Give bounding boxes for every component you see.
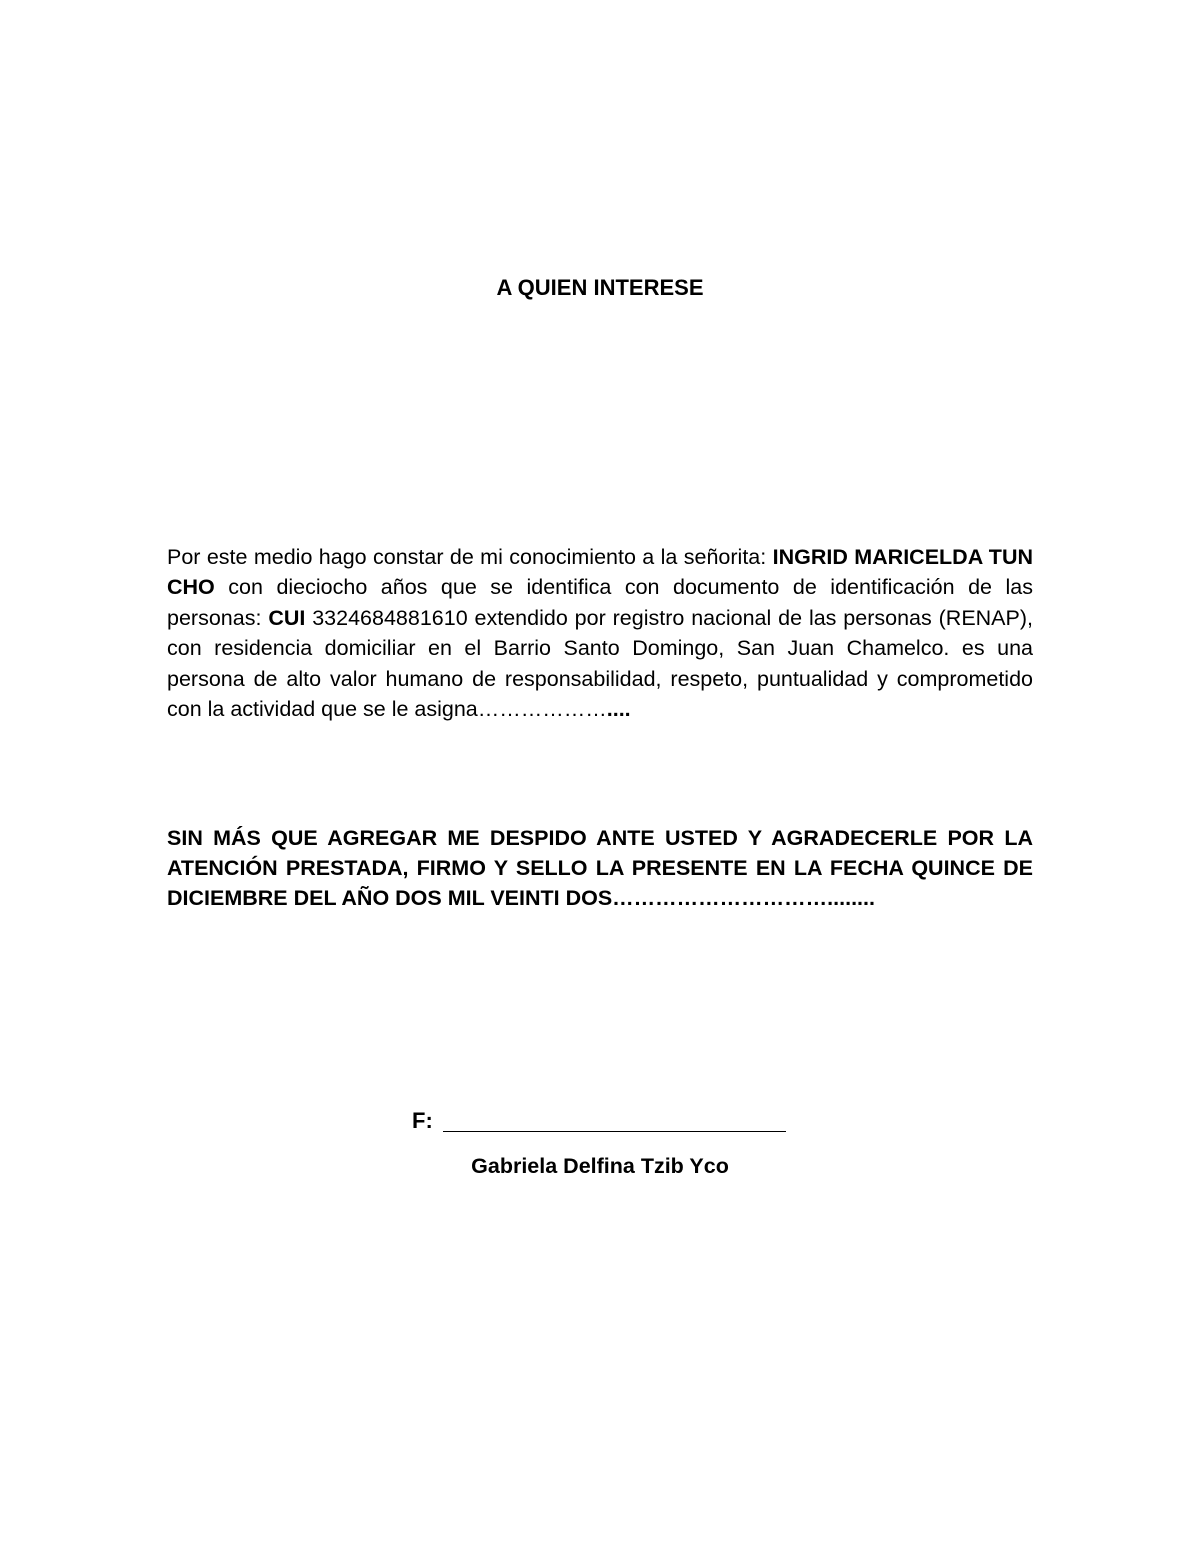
person-name: INGRID MARICELDA TUN CHO — [167, 545, 1033, 600]
body-paragraph — [167, 542, 1033, 724]
signature-line — [443, 1131, 786, 1132]
body-intro: Por este medio hago constar de mi conocimiento a la señorita: — [167, 545, 773, 569]
body-after-name: con dieciocho años que se identifica con documento de identificación de las personas: — [167, 575, 1033, 630]
signature-label: F: — [412, 1108, 433, 1133]
signature-row — [412, 1105, 792, 1137]
signer-name: Gabriela Delfina Tzib Yco — [471, 1154, 729, 1178]
document-title: A QUIEN INTERESE — [496, 275, 704, 300]
body-rest: 3324684881610 extendido por registro nacional de las personas (RENAP), con residencia domiciliar en el Barrio Santo Domingo, San Juan Chamelco. es una persona de alto valor humano de responsabilidad, respeto, puntualidad y comprometido con la actividad que se le asigna……………… — [167, 605, 1034, 722]
body-tail: .... — [606, 697, 631, 722]
cui-label: CUI — [268, 605, 306, 630]
closing-paragraph: SIN MÁS QUE AGREGAR ME DESPIDO ANTE USTED Y AGRADECERLE POR LA ATENCIÓN PRESTADA, FIRMO Y SELLO LA PRESENTE EN LA FECHA QUINCE DE DICIEMBRE DEL AÑO DOS MIL VEINTI DOS…………………………........ — [167, 826, 1033, 910]
